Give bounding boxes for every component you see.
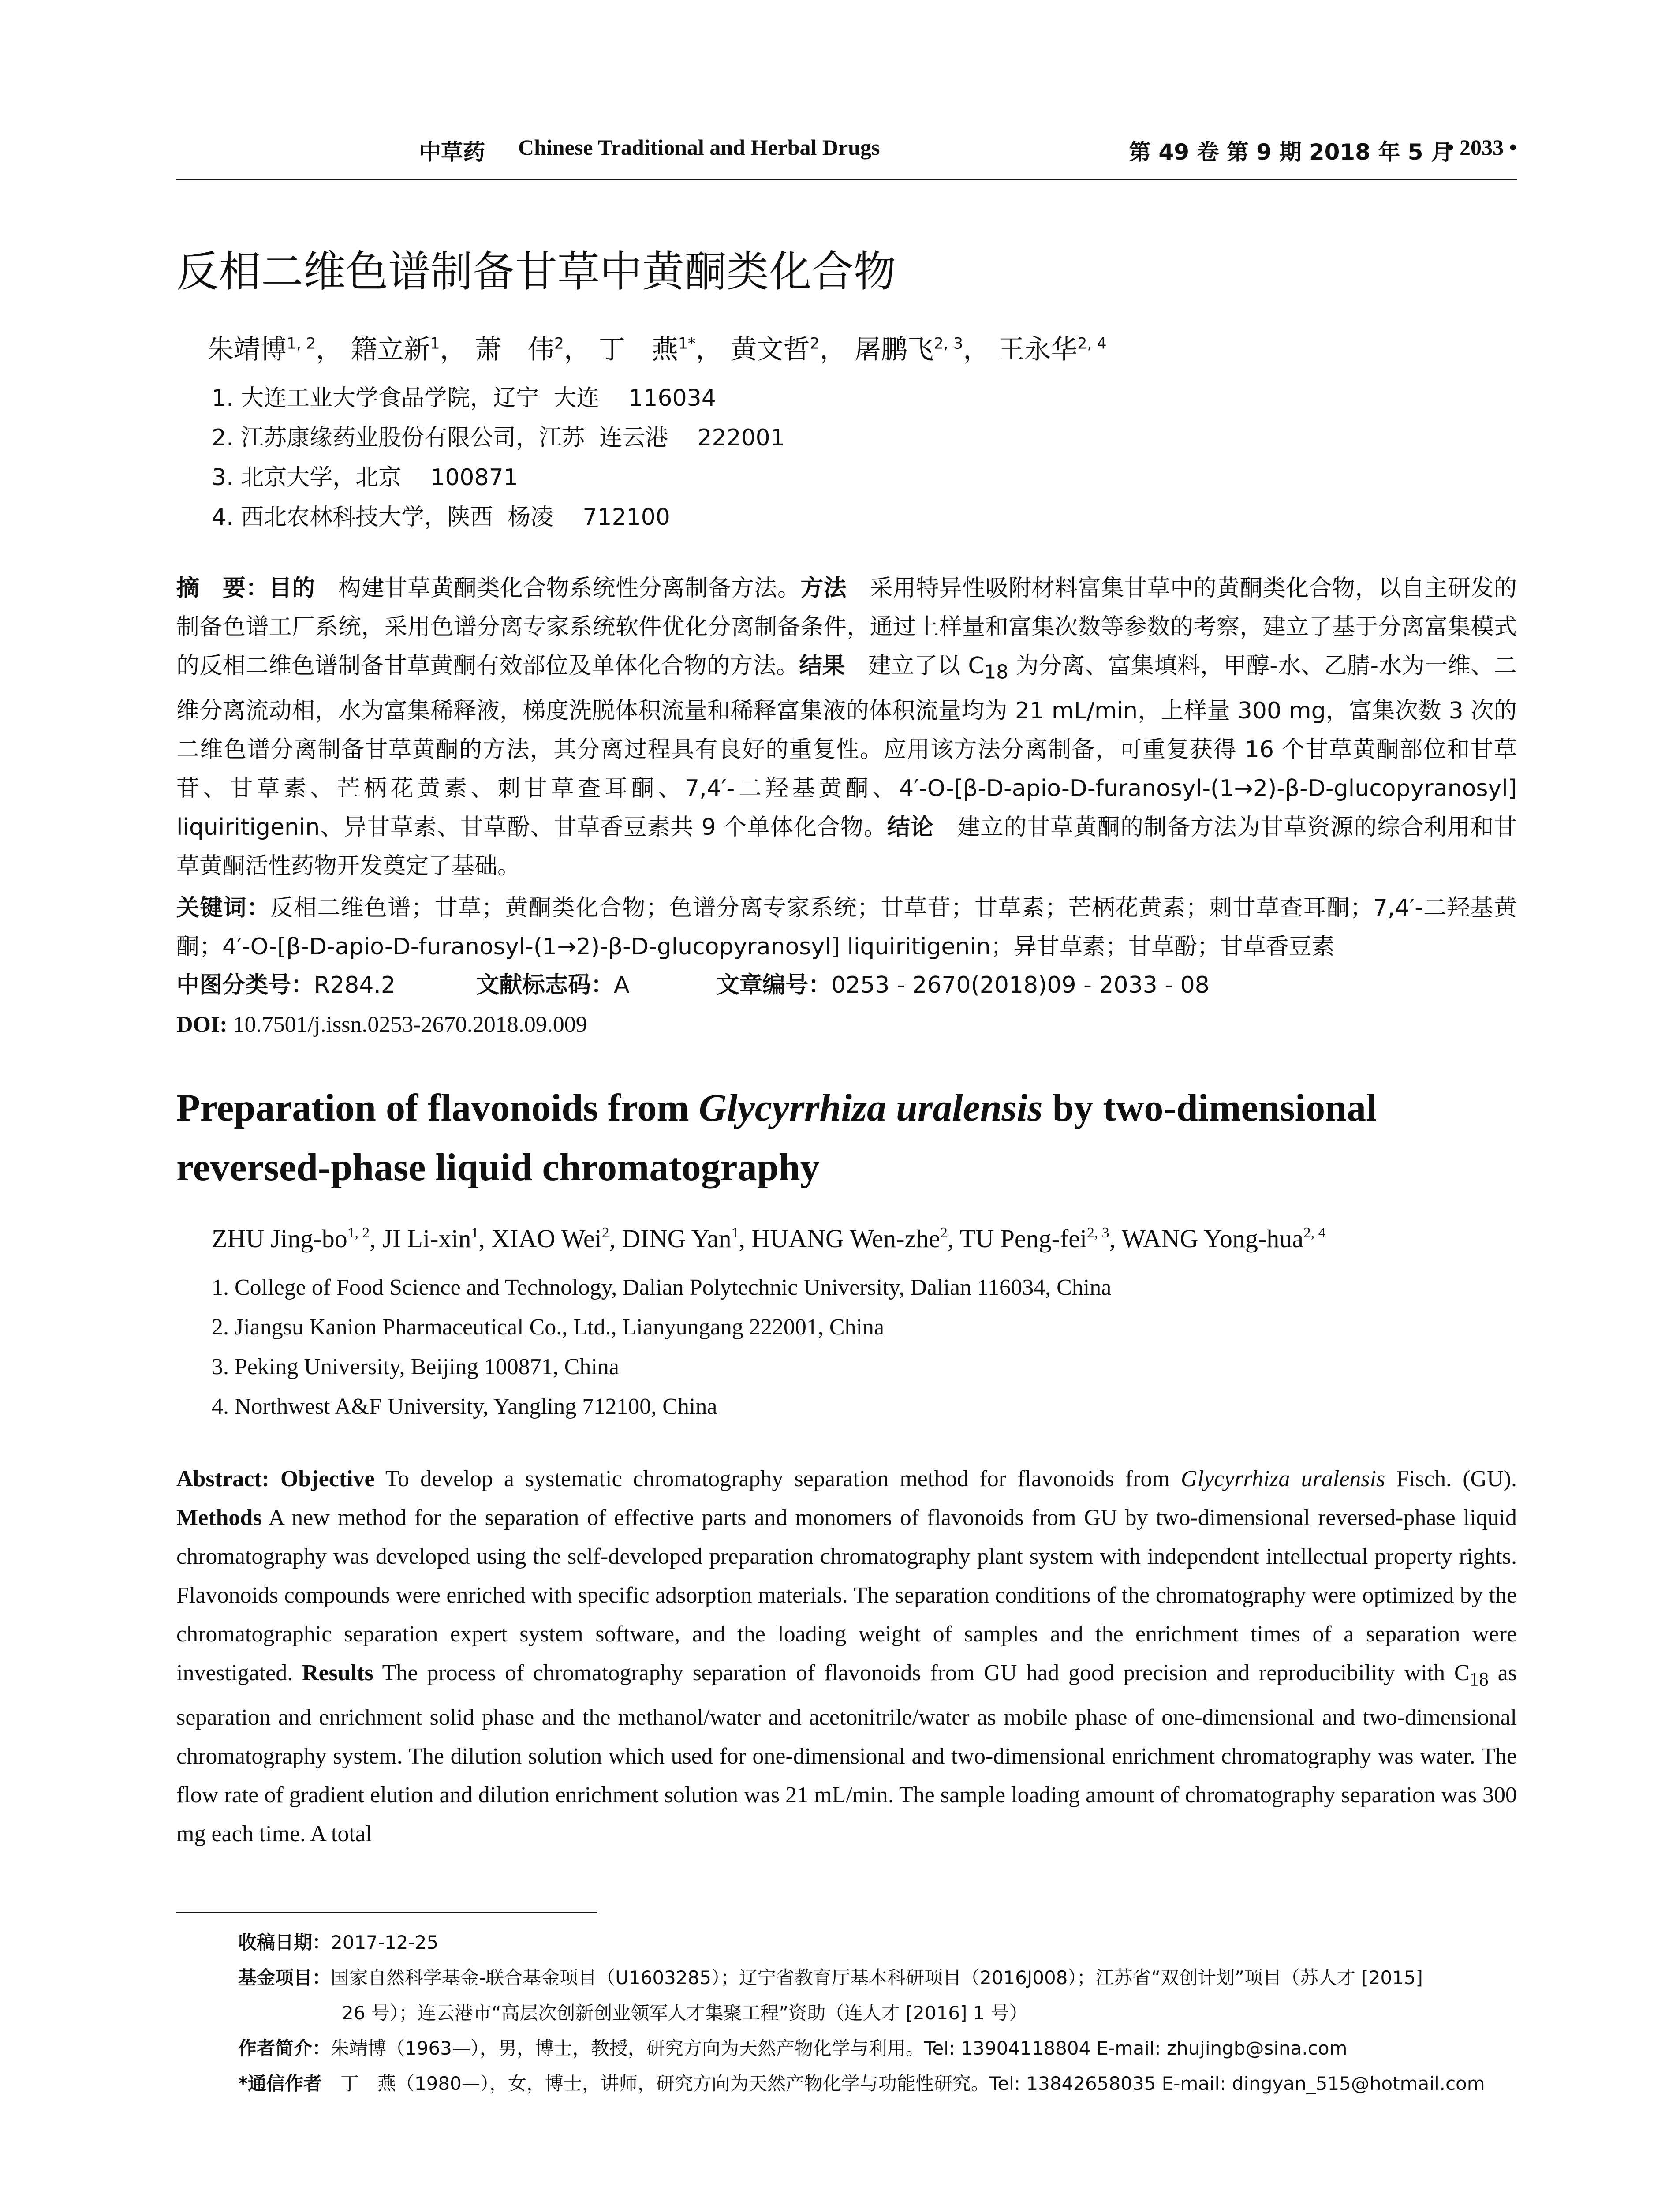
header-rule [176,179,1517,180]
issue-info: 第 49 卷 第 9 期 2018 年 5 月 [1129,139,1453,165]
footnote-author-bio: 作者简介：朱靖博（1963—），男，博士，教授，研究方向为天然产物化学与利用。Tel: 13904118804 E-mail: zhujingb@sina.com [238,2037,1348,2059]
footnote-corresponding-author: *通信作者 丁 燕（1980—），女，博士，讲师，研究方向为天然产物化学与功能性研究。Tel: 13842658035 E-mail: dingyan_515@hotmail.com [238,2073,1485,2094]
author-cn: 丁 燕$^{1*}$， [598,334,722,365]
doi-line: DOI: 10.7501/j.issn.0253-2670.2018.09.009 [176,1012,587,1037]
title-cn: 反相二维色谱制备甘草中黄酮类化合物 [176,247,896,296]
footnote-received: 收稿日期：2017-12-25 [238,1932,439,1953]
authors-en [212,1224,1325,1253]
classification-line [176,966,1517,1005]
keywords-cn: 关键词：反相二维色谱；甘草；黄酮类化合物；色谱分离专家系统；甘草苷；甘草素；芒柄花黄素；刺甘草查耳酮；7,4′-二羟基黄酮；4′-O-[β-D-apio-D-furanosyl-(1→2)-β-D-glucopyranosyl] liquiritigenin；异甘草素；甘草酚；甘草香豆素 [176,895,1517,960]
author-cn: 屠鹏飞$^{2, 3}$， [854,334,990,365]
affiliation-en-3: 3. Peking University, Beijing 100871, China [212,1354,619,1379]
abstract-cn: 摘 要：目的 构建甘草黄酮类化合物系统性分离制备方法。方法 采用特异性吸附材料富集甘草中的黄酮类化合物，以自主研发的制备色谱工厂系统，采用色谱分离专家系统软件优化分离制备条件，通过上样量和富集次数等参数的考察，建立了基于分离富集模式的反相二维色谱制备甘草黄酮有效部位及单体化合物的方法。结果 建立了以 $C_{18}$ 为分离、富集填料，甲醇-水、乙腈-水为一维、二维分离流动相，水为富集稀释液，梯度洗脱体积流量和稀释富集液的体积流量均为 21 mL/min，上样量 300 mg，富集次数 3 次的二维色谱分离制备甘草黄酮的方法，其分离过程具有良好的重复性。应用该方法分离制备，可重复获得 16 个甘草黄酮部位和甘草苷、甘草素、芒柄花黄素、刺甘草查耳酮、7,4′-二羟基黄酮、4′-O-[β-D-apio-D-furanosyl-(1→2)-β-D-glucopyranosyl] liquiritigenin、异甘草素、甘草酚、甘草香豆素共 9 个单体化合物。结论 建立的甘草黄酮的制备方法为甘草资源的综合利用和甘草黄酮活性药物开发奠定了基础。 [176,575,1517,880]
article-number: 文章编号：0253 - 2670(2018)09 - 2033 - 08 [717,972,1210,998]
author-en: DING Yan$^1$, [622,1224,752,1253]
affiliation-cn-4: 4. 西北农林科技大学，陕西 杨凌 712100 [212,504,670,531]
title-en: Preparation of flavonoids from Glycyrrhiza uralensis by two-dimensional reversed-phase liquid chromatography [176,1087,1377,1189]
author-en: JI Li-xin$^1$, [382,1224,492,1253]
affiliation-en-4: 4. Northwest A&F University, Yangling 712100, China [212,1394,717,1419]
affiliation-en-1: 1. College of Food Science and Technology, Dalian Polytechnic University, Dalian 116034, China [212,1275,1112,1300]
clc-number: 中图分类号：R284.2 [176,972,396,998]
footnote-funding: 基金项目：国家自然科学基金-联合基金项目（U1603285）；辽宁省教育厅基本科研项目（2016J008）；江苏省“双创计划”项目（苏人才 [2015] 26 号）；连云港市“高层次创新创业领军人才集聚工程”资助（连人才 [2016] 1 号） [238,1967,1423,2024]
journal-name-en: Chinese Traditional and Herbal Drugs [518,135,880,160]
authors-cn [207,329,1107,366]
abstract-en: Abstract: Objective To develop a systematic chromatography separation method for flavonoids from Glycyrrhiza uralensis Fisch. (GU). Methods A new method for the separation of effective parts and monomers of flavonoids from GU by two-dimensional reversed-phase liquid chromatography was developed using the self-developed preparation chromatography plant system with independent intellectual property rights. Flavonoids compounds were enriched with specific adsorption materials. The separation conditions of the chromatography were optimized by the chromatographic separation expert system software, and the loading weight of samples and the enrichment times of a separation were investigated. Results The process of chromatography separation of flavonoids from GU had good precision and reproducibility with $C_{18}$ as separation and enrichment solid phase and the methanol/water and acetonitrile/water as mobile phase of one-dimensional and two-dimensional chromatography system. The dilution solution which used for one-dimensional and two-dimensional enrichment chromatography was water. The flow rate of gradient elution and dilution enrichment solution was 21 mL/min. The sample loading amount of chromatography separation was 300 mg each time. A total [176,1466,1517,1847]
author-cn: 籍立新$^1$， [351,334,467,365]
affiliation-cn-2: 2. 江苏康缘药业股份有限公司，江苏 连云港 222001 [212,425,785,451]
author-cn: 萧 伟$^2$， [474,334,590,365]
affiliation-cn-3: 3. 北京大学，北京 100871 [212,464,518,491]
author-cn: 王永华$^{2, 4}$ [998,334,1107,365]
author-en: HUANG Wen-zhe$^2$, [751,1224,960,1253]
document-code: 文献标志码：A [476,972,630,998]
affiliation-en-2: 2. Jiangsu Kanion Pharmaceutical Co., Ltd., Lianyungang 222001, China [212,1315,885,1340]
running-header [176,135,1517,174]
author-cn: 黄文哲$^2$， [730,334,846,365]
footnote-rule [176,1912,597,1913]
affiliation-cn-1: 1. 大连工业大学食品学院，辽宁 大连 116034 [212,385,716,411]
author-en: TU Peng-fei$^{2, 3}$, [959,1224,1122,1253]
author-en: WANG Yong-hua$^{2, 4}$ [1121,1224,1326,1253]
author-en: XIAO Wei$^2$, [491,1224,622,1253]
author-cn: 朱靖博$^{1, 2}$， [207,334,343,365]
author-en: ZHU Jing-bo$^{1, 2}$, [212,1224,383,1253]
page-number: • 2033 • [1446,135,1517,160]
journal-name-cn: 中草药 [419,139,485,165]
